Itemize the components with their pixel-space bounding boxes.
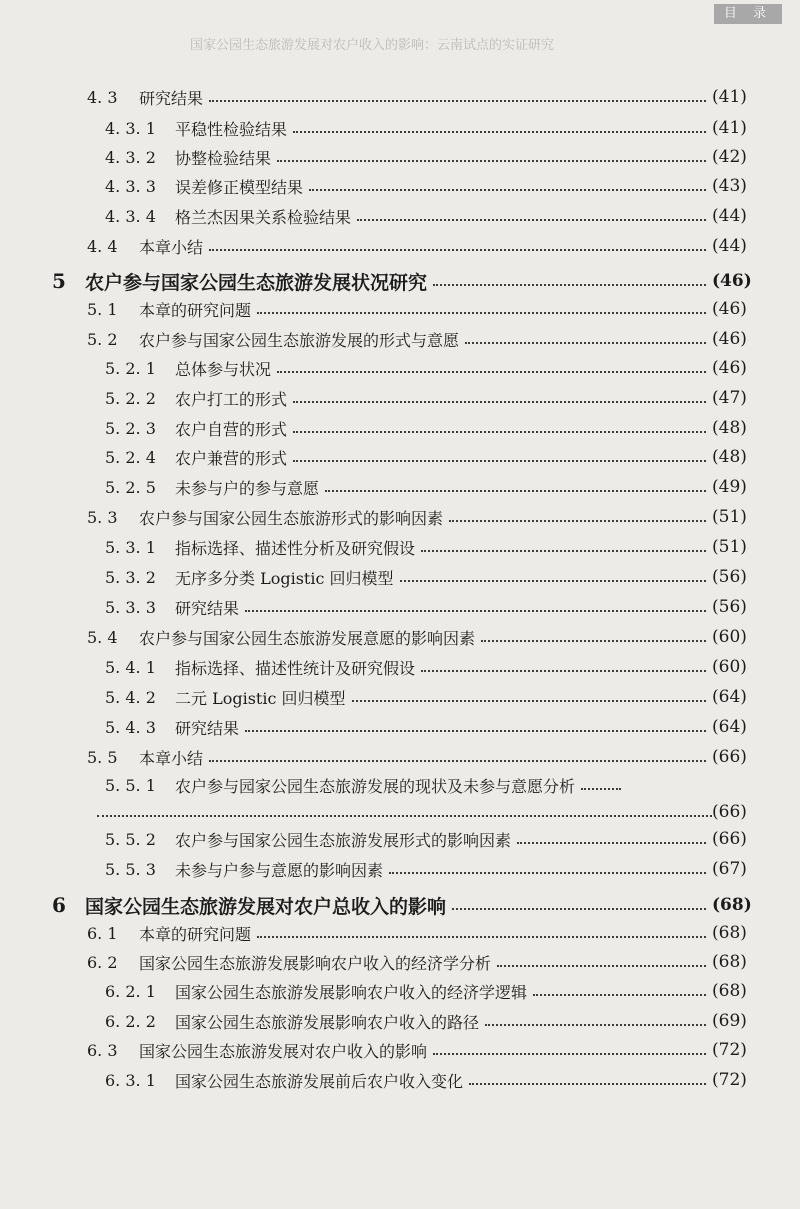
toc-entry-number: 5. 1 — [87, 299, 118, 319]
toc-entry[interactable] — [87, 324, 747, 354]
toc-entry-page: (66) — [712, 802, 747, 822]
toc-entry-number: 4. 3. 2 — [105, 147, 156, 167]
toc-entry[interactable] — [105, 113, 747, 143]
toc-leader-dots — [97, 815, 712, 817]
toc-entry[interactable] — [105, 976, 747, 1006]
toc-entry-page: (68) — [712, 923, 747, 943]
toc-entry-page: (42) — [712, 147, 747, 167]
toc-entry[interactable] — [105, 1065, 747, 1095]
toc-entry-title: 误差修正模型结果 — [175, 177, 304, 197]
toc-entry-number: 5. 4. 1 — [105, 657, 156, 677]
toc-entry[interactable] — [105, 562, 747, 592]
toc-entry-number: 5. 3 — [87, 507, 118, 527]
toc-entry-page: (46) — [712, 329, 747, 349]
toc-entry-page: (60) — [712, 657, 747, 677]
toc-entry-title: 研究结果 — [175, 718, 240, 738]
toc-entry-number: 5. 2 — [87, 329, 118, 349]
toc-entry-page: (64) — [712, 717, 747, 737]
toc-entry-page: (48) — [712, 447, 747, 467]
toc-leader-dots — [581, 788, 621, 790]
toc-entry-number: 5. 5. 2 — [105, 829, 156, 849]
toc-entry-title: 农户参与国家公园生态旅游发展形式的影响因素 — [175, 830, 512, 850]
toc-entry-title: 国家公园生态旅游发展影响农户收入的经济学逻辑 — [175, 982, 528, 1002]
toc-entry[interactable] — [105, 442, 747, 472]
toc-leader-dots — [449, 520, 706, 522]
toc-entry[interactable] — [87, 502, 747, 532]
toc-entry[interactable] — [105, 353, 747, 383]
toc-entry-number: 4. 3. 3 — [105, 176, 156, 196]
toc-entry[interactable] — [105, 472, 747, 502]
toc-leader-dots — [497, 965, 706, 967]
toc-leader-dots — [209, 760, 706, 762]
toc-entry-page: (68) — [712, 895, 752, 915]
toc-leader-dots — [277, 371, 706, 373]
toc-entry-title: 未参与户参与意愿的影响因素 — [175, 860, 384, 880]
toc-entry-title: 农户兼营的形式 — [175, 448, 288, 468]
toc-entry-number: 6. 3 — [87, 1040, 118, 1060]
toc-entry-title: 指标选择、描述性分析及研究假设 — [175, 538, 416, 558]
toc-entry[interactable] — [105, 142, 747, 172]
toc-entry-number: 5. 5. 3 — [105, 859, 156, 879]
toc-entry[interactable] — [105, 770, 712, 800]
toc-entry-title: 本章的研究问题 — [139, 924, 252, 944]
toc-entry-title: 平稳性检验结果 — [175, 119, 288, 139]
toc-entry-page: (68) — [712, 952, 747, 972]
toc-entry-number: 5. 2. 1 — [105, 358, 156, 378]
toc-entry-number: 4. 3. 1 — [105, 118, 156, 138]
toc-entry-title: 农户参与国家公园生态旅游发展的形式与意愿 — [139, 330, 460, 350]
toc-entry-number: 5. 5 — [87, 747, 118, 767]
toc-entry-page: (72) — [712, 1040, 747, 1060]
toc-entry-page: (51) — [712, 507, 747, 527]
toc-entry-number: 5. 3. 2 — [105, 567, 156, 587]
toc-entry[interactable] — [105, 532, 747, 562]
toc-entry-number: 5. 2. 4 — [105, 447, 156, 467]
toc-entry-page: (44) — [712, 236, 747, 256]
toc-entry-page: (46) — [712, 299, 747, 319]
toc-entry-page: (49) — [712, 477, 747, 497]
toc-leader-dots — [469, 1083, 706, 1085]
toc-entry-page: (69) — [712, 1011, 747, 1031]
toc-entry[interactable] — [87, 294, 747, 324]
toc-leader-dots — [389, 872, 706, 874]
toc-entry-number: 6. 2. 2 — [105, 1011, 156, 1031]
toc-entry-page: (64) — [712, 687, 747, 707]
toc-leader-dots — [293, 131, 706, 133]
toc-entry-number: 5. 3. 1 — [105, 537, 156, 557]
toc-entry-number: 4. 3 — [87, 87, 118, 107]
toc-entry-title: 农户参与国家公园生态旅游形式的影响因素 — [139, 508, 444, 528]
toc-entry-title: 农户参与园家公园生态旅游发展的现状及未参与意愿分析 — [175, 776, 576, 796]
toc-leader-dots — [209, 249, 706, 251]
toc-entry-page: (56) — [712, 567, 747, 587]
toc-entry-title: 本章小结 — [139, 748, 204, 768]
toc-entry[interactable] — [87, 947, 747, 977]
toc-leader-dots — [400, 580, 706, 582]
toc-entry-title: 国家公园生态旅游发展对农户收入的影响 — [139, 1041, 428, 1061]
toc-entry[interactable] — [105, 383, 747, 413]
toc-leader-dots — [277, 160, 706, 162]
toc-entry[interactable] — [105, 413, 747, 443]
toc-entry-page: (46) — [712, 271, 752, 291]
toc-entry-page: (41) — [712, 118, 747, 138]
toc-entry-title: 本章小结 — [139, 237, 204, 257]
toc-entry[interactable] — [105, 592, 747, 622]
toc-entry[interactable] — [105, 712, 747, 742]
toc-entry-number: 4. 3. 4 — [105, 206, 156, 226]
toc-entry[interactable] — [87, 231, 747, 261]
toc-entry-page: (56) — [712, 597, 747, 617]
toc-leader-dots — [293, 460, 706, 462]
toc-entry[interactable] — [105, 854, 747, 884]
toc-entry-title: 指标选择、描述性统计及研究假设 — [175, 658, 416, 678]
toc-entry-page: (46) — [712, 358, 747, 378]
toc-entry-title: 研究结果 — [139, 88, 204, 108]
toc-entry[interactable] — [105, 682, 747, 712]
running-header: 国家公园生态旅游发展对农户收入的影响：云南试点的实证研究 — [190, 38, 555, 53]
toc-entry-title: 总体参与状况 — [175, 359, 272, 379]
toc-entry[interactable] — [87, 742, 747, 772]
toc-leader-dots — [481, 640, 706, 642]
toc-entry[interactable] — [105, 201, 747, 231]
toc-entry[interactable] — [105, 824, 747, 854]
toc-entry[interactable] — [105, 1006, 747, 1036]
toc-entry-number: 4. 4 — [87, 236, 118, 256]
toc-entry-title: 格兰杰因果关系检验结果 — [175, 207, 352, 227]
toc-entry-title: 农户自营的形式 — [175, 419, 288, 439]
toc-entry-title: 农户参与国家公园生态旅游发展状况研究 — [85, 271, 428, 294]
toc-entry-title: 无序多分类 Logistic 回归模型 — [175, 568, 394, 588]
toc-entry[interactable] — [105, 171, 747, 201]
toc-entry[interactable] — [52, 266, 752, 296]
toc-entry-number: 5. 2. 5 — [105, 477, 156, 497]
toc-entry-title: 国家公园生态旅游发展影响农户收入的经济学分析 — [139, 953, 492, 973]
toc-entry-page: (44) — [712, 206, 747, 226]
toc-entry-number: 5. 4 — [87, 627, 118, 647]
toc-entry-page: (72) — [712, 1070, 747, 1090]
toc-leader-dots — [352, 700, 706, 702]
toc-entry-number: 6. 2. 1 — [105, 981, 156, 1001]
toc-entry-number: 5. 4. 3 — [105, 717, 156, 737]
toc-entry-continuation — [97, 799, 747, 825]
toc-entry[interactable] — [105, 652, 747, 682]
toc-leader-dots — [433, 284, 706, 286]
toc-entry-number: 5. 3. 3 — [105, 597, 156, 617]
toc-entry-title: 国家公园生态旅游发展影响农户收入的路径 — [175, 1012, 480, 1032]
toc-entry-page: (48) — [712, 418, 747, 438]
toc-leader-dots — [325, 490, 706, 492]
toc-entry-number: 6 — [52, 893, 66, 917]
toc-leader-dots — [485, 1024, 706, 1026]
toc-leader-dots — [452, 908, 706, 910]
toc-leader-dots — [257, 312, 706, 314]
toc-entry-page: (51) — [712, 537, 747, 557]
toc-entry-title: 国家公园生态旅游发展对农户总收入的影响 — [85, 895, 447, 918]
toc-entry-title: 国家公园生态旅游发展前后农户收入变化 — [175, 1071, 464, 1091]
toc-entry-page: (68) — [712, 981, 747, 1001]
toc-entry-title: 本章的研究问题 — [139, 300, 252, 320]
toc-entry-number: 5. 5. 1 — [105, 775, 156, 795]
toc-entry-title: 研究结果 — [175, 598, 240, 618]
toc-entry-number: 6. 3. 1 — [105, 1070, 156, 1090]
toc-entry-page: (60) — [712, 627, 747, 647]
toc-entry-number: 6. 2 — [87, 952, 118, 972]
toc-leader-dots — [293, 431, 706, 433]
toc-leader-dots — [309, 189, 706, 191]
toc-leader-dots — [433, 1053, 706, 1055]
toc-entry[interactable] — [87, 1035, 747, 1065]
toc-entry-page: (41) — [712, 87, 747, 107]
toc-leader-dots — [245, 730, 706, 732]
toc-entry-number: 6. 1 — [87, 923, 118, 943]
toc-entry-page: (47) — [712, 388, 747, 408]
toc-entry-number: 5. 2. 2 — [105, 388, 156, 408]
toc-entry-page: (66) — [712, 747, 747, 767]
toc-entry-title: 农户打工的形式 — [175, 389, 288, 409]
toc-entry-number: 5. 4. 2 — [105, 687, 156, 707]
toc-entry-title: 二元 Logistic 回归模型 — [175, 688, 346, 708]
section-tab: 目 录 — [714, 4, 782, 24]
toc-entry-page: (66) — [712, 829, 747, 849]
toc-entry-title: 未参与户的参与意愿 — [175, 478, 320, 498]
toc-leader-dots — [245, 610, 706, 612]
toc-leader-dots — [465, 342, 706, 344]
toc-entry[interactable] — [87, 622, 747, 652]
toc-entry[interactable] — [87, 82, 747, 112]
toc-leader-dots — [421, 550, 706, 552]
toc-entry-number: 5 — [52, 269, 66, 293]
toc-leader-dots — [257, 936, 706, 938]
toc-leader-dots — [421, 670, 706, 672]
toc-entry-title: 农户参与国家公园生态旅游发展意愿的影响因素 — [139, 628, 476, 648]
toc-entry-page: (67) — [712, 859, 747, 879]
toc-entry[interactable] — [52, 890, 752, 920]
toc-leader-dots — [533, 994, 706, 996]
toc-leader-dots — [357, 219, 706, 221]
toc-entry-page: (43) — [712, 176, 747, 196]
toc-entry-title: 协整检验结果 — [175, 148, 272, 168]
toc-entry-number: 5. 2. 3 — [105, 418, 156, 438]
toc-leader-dots — [517, 842, 706, 844]
toc-leader-dots — [293, 401, 706, 403]
toc-leader-dots — [209, 100, 706, 102]
toc-entry[interactable] — [87, 918, 747, 948]
